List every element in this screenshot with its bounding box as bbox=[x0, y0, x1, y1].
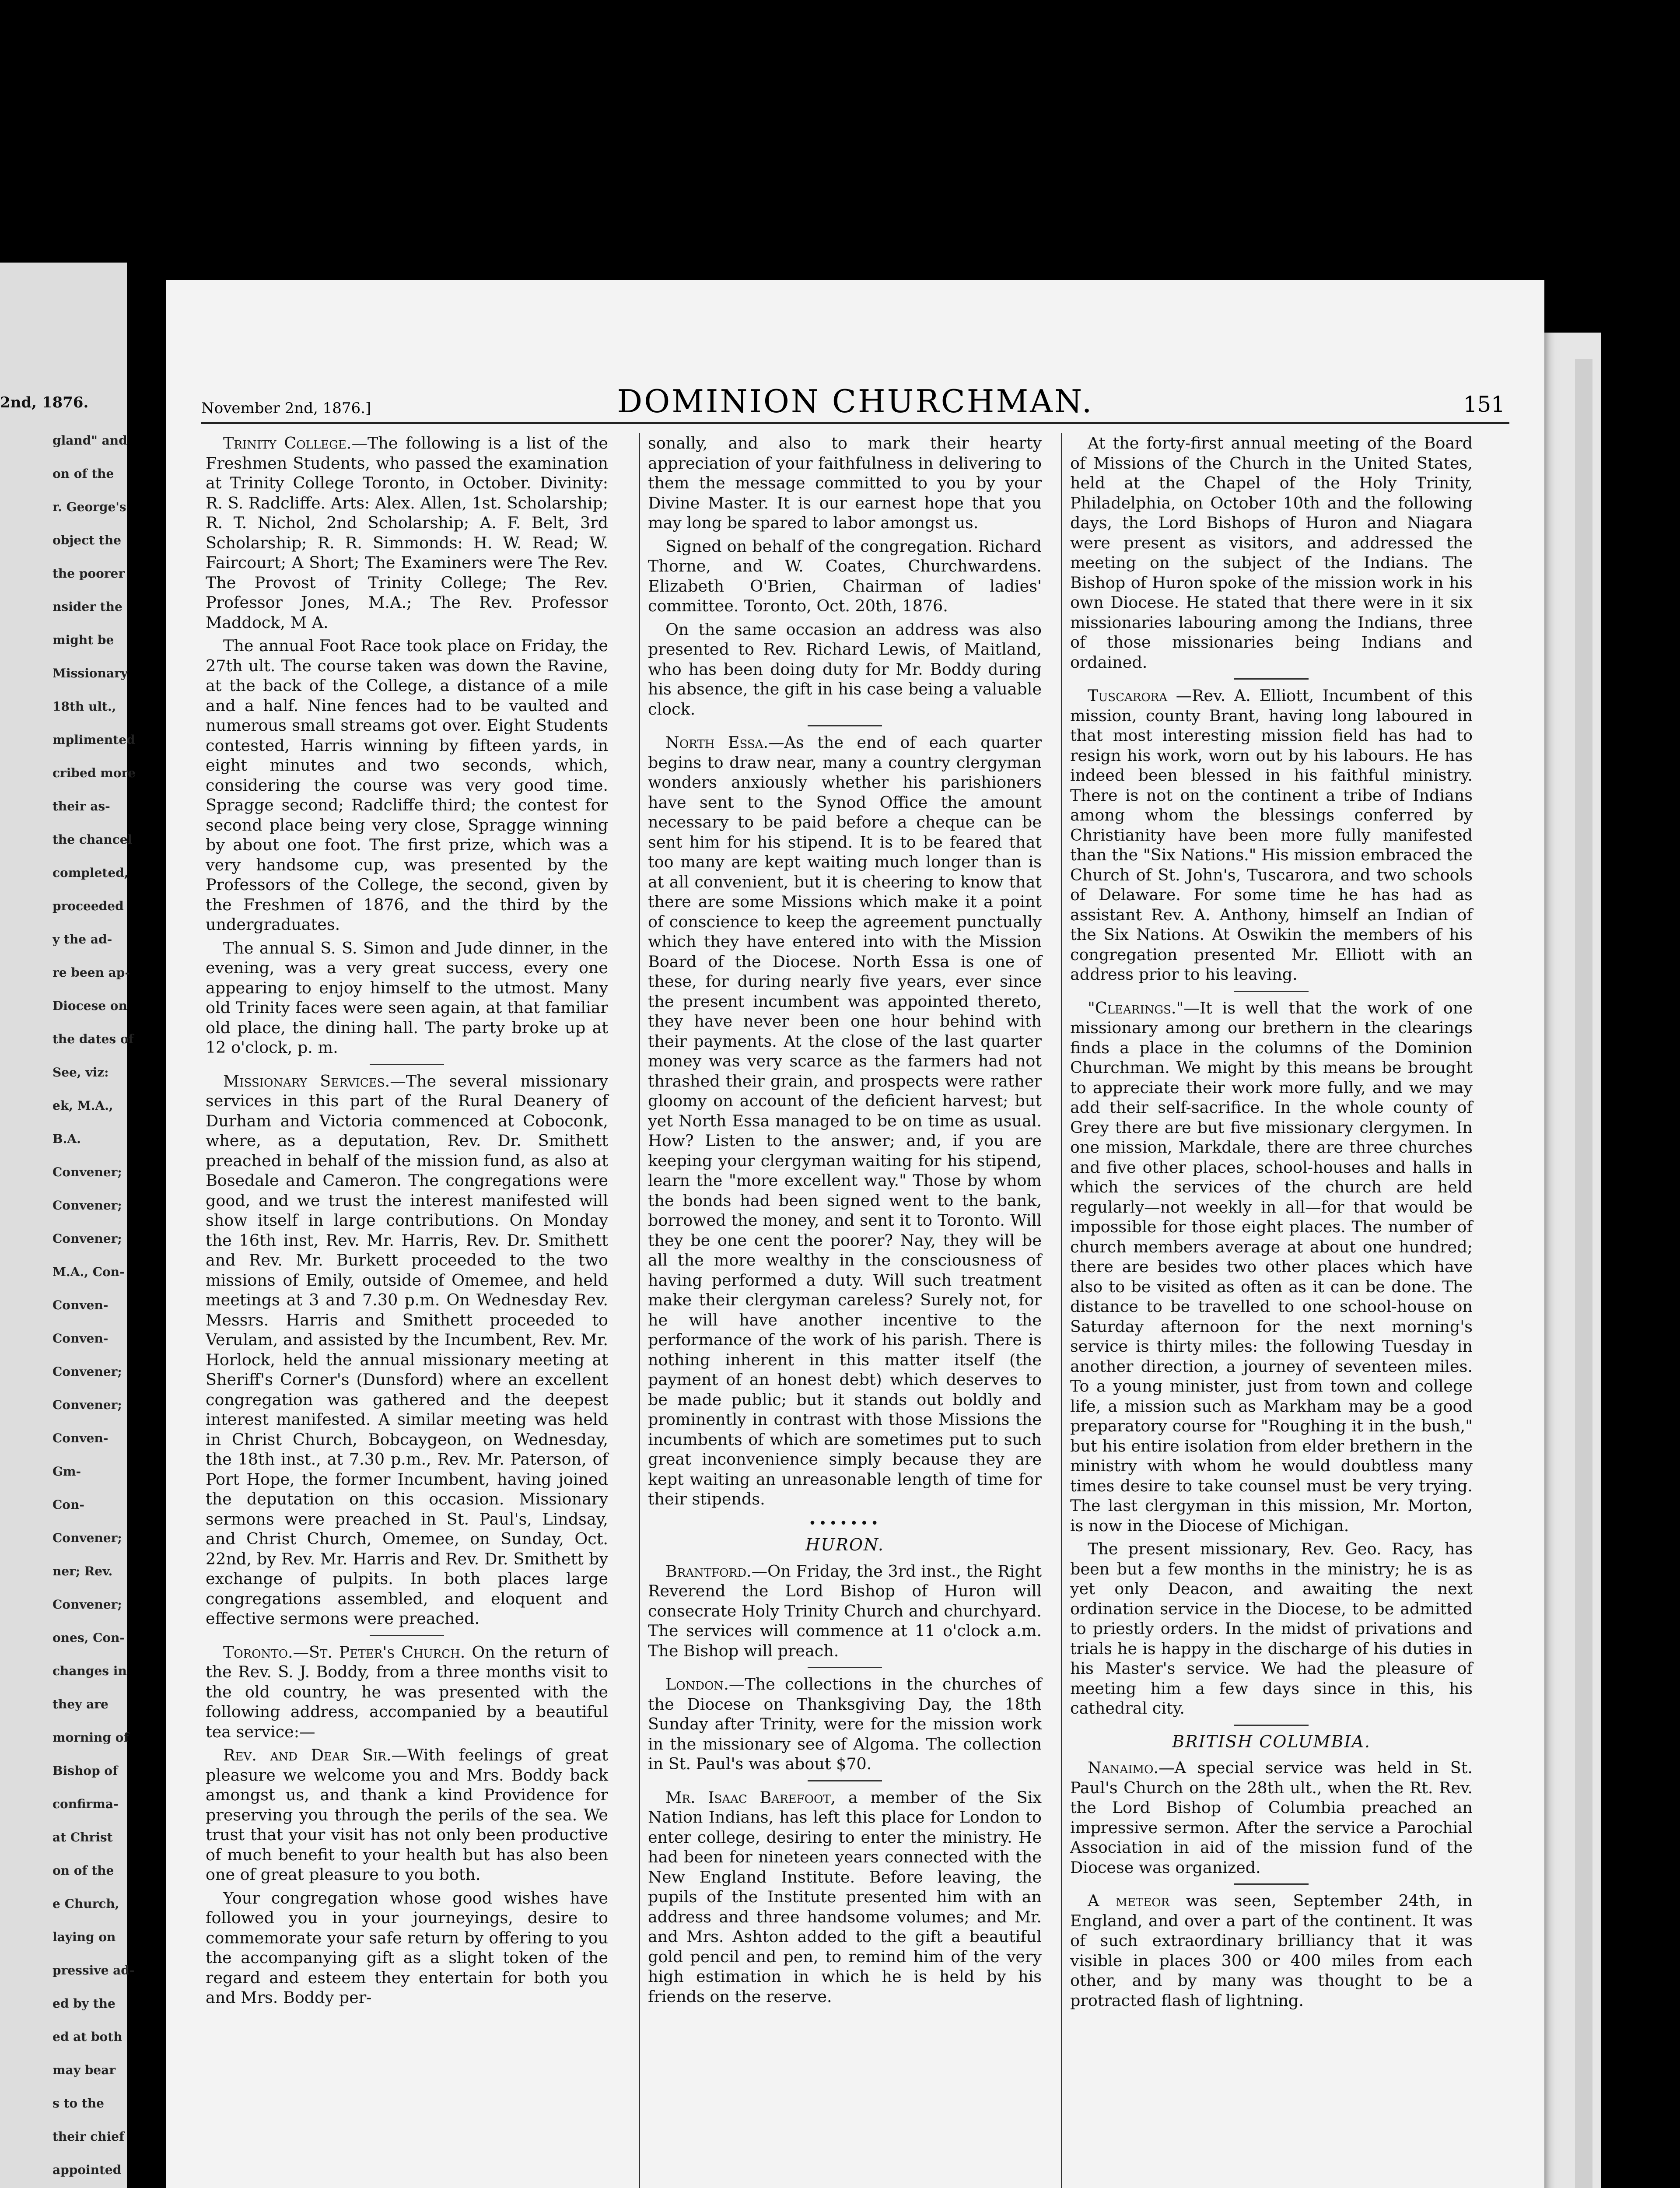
page-number: 151 bbox=[1463, 392, 1505, 417]
facing-page-text-fragment: their chief bbox=[52, 2129, 125, 2144]
paragraph: On the same occasion an address was also presented to Rev. Richard Lewis, of Maitland, who has been doing duty for Mr. Boddy during his absence, the gift in his case being a valuable clock. bbox=[648, 620, 1042, 719]
facing-page-text-fragment: might be bbox=[52, 633, 114, 647]
article-body: —The collections in the churches of the Diocese on Thanksgiving Day, the 18th Sunday after Trinity, were for the mission work in the missionary see of Algoma. The collection in St. Paul's was about $70. bbox=[648, 1675, 1042, 1773]
facing-page-text-fragment: the dates of bbox=[52, 1032, 134, 1046]
facing-page-text-fragment: appointed bbox=[52, 2163, 122, 2177]
facing-page-text-fragment: e Church, bbox=[52, 1897, 119, 1911]
article-meteor bbox=[1070, 1891, 1473, 2010]
article-body: —Rev. A. Elliott, Incumbent of this mission, county Brant, having long laboured in that most interesting mission field has had to resign his work, worn out by his labours. He has indeed been blessed in his faithful ministry. There is not on the continent a tribe of Indians among whom the blessings conferred by Christianity have been more fully manifested than the "Six Nations." His mission embraced the Church of St. John's, Tuscarora, and two schools of Delaware. For some time he has had as assistant Rev. A. Anthony, himself an Indian of the Six Nations. At Oswikin the members of his congregation presented Mr. Elliott with an address prior to his leaving. bbox=[1070, 686, 1473, 984]
divider bbox=[1234, 1725, 1309, 1726]
facing-page-text-fragment: the chancel bbox=[52, 832, 133, 847]
facing-page-text-fragment: Diocese on bbox=[52, 999, 127, 1013]
article-body: —A special service was held in St. Paul's Church on the 28th ult., when the Rt. Rev. the Lord Bishop of Columbia preached an impressive sermon. After the service a Parochial Association in aid of the mission fund of the Diocese was organized. bbox=[1070, 1758, 1473, 1877]
issue-date: November 2nd, 1876.] bbox=[201, 400, 371, 417]
paragraph: Signed on behalf of the congregation. Richard Thorne, and W. Coates, Churchwardens. Elizabeth O'Brien, Chairman of ladies' committee. Toronto, Oct. 20th, 1876. bbox=[648, 536, 1042, 615]
divider bbox=[1234, 991, 1309, 992]
facing-page-text-fragment: Conven- bbox=[52, 1298, 108, 1312]
facing-page-text-fragment: Convener; bbox=[52, 1398, 122, 1412]
facing-page-text-fragment: completed, bbox=[52, 866, 129, 880]
article-lead: "Clearings." bbox=[1088, 998, 1184, 1017]
article-body: —The several missionary services in this part of the Rural Deanery of Durham and Victoria commenced at Coboconk, where, as a deputation, Rev. Dr. Smithett preached in behalf of the mission fund, as also at Bosedale and Cameron. The congregations were good, and we trust the interest manifested will show itself in large contributions. On Monday the 16th inst, Rev. Mr. Harris, Rev. Dr. Smithett and Rev. Mr. Burkett proceeded to the two missions of Emily, outside of Omemee, and held meetings at 3 and 7.30 p.m. On Wednesday Rev. Messrs. Harris and Smithett proceeded to Verulam, and assisted by the Incumbent, Rev. Mr. Horlock, held the annual missionary meeting at Sheriff's Corner's (Dunsford) where an excellent congregation was gathered and the deepest interest manifested. A similar meeting was held in Christ Church, Bobcaygeon, on Wednesday, the 18th inst., at 7.30 p.m., Rev. Mr. Paterson, of Port Hope, the former Incumbent, having joined the deputation on this occasion. Missionary sermons were preached in St. Paul's, Lindsay, and Christ Church, Omemee, on Sunday, Oct. 22nd, by Rev. Mr. Harris and Rev. Dr. Smithett by exchange of pulpits. In both places large congregations assembled, and eloquent and effective sermons were preached. bbox=[206, 1071, 609, 1628]
article-lead: A meteor bbox=[1088, 1891, 1170, 1910]
facing-page-text-fragment: morning of bbox=[52, 1730, 129, 1745]
facing-page-text-fragment: Conven- bbox=[52, 1331, 108, 1346]
facing-page-header: 2nd, 1876. bbox=[0, 394, 89, 411]
article-st-peters bbox=[206, 1642, 608, 1742]
facing-page-text-fragment: object the bbox=[52, 533, 122, 547]
article-lead: Mr. Isaac Barefoot, bbox=[665, 1788, 836, 1807]
column-2 bbox=[639, 433, 1042, 2188]
facing-page-text-fragment: laying on bbox=[52, 1930, 116, 1944]
column-1 bbox=[206, 433, 608, 2188]
facing-page-text-fragment: their as- bbox=[52, 799, 110, 813]
divider bbox=[808, 725, 882, 726]
facing-page-text-fragment: proceeded bbox=[52, 899, 124, 913]
paragraph: The annual Foot Race took place on Friday, the 27th ult. The course taken was down the Ravine, at the back of the College, a distance of a mile and a half. Nine fences had to be vaulted and numerous small streams got over. Eight Students contested, Harris winning by fifteen yards, in eight minutes and two seconds, which, considering the course was very good time. Spragge second; Radcliffe third; the contest for second place being very close, Spragge winning by about one foot. The first prize, which was a very handsome cup, was presented by the Professors of the College, the second, given by the Freshmen of 1876, and the third by the undergraduates. bbox=[206, 636, 608, 934]
facing-page-text-fragment: r. George's bbox=[52, 500, 126, 514]
paragraph: Your congregation whose good wishes have followed you in your journeyings, desire to commemorate your safe return by offering to you the accompanying gift as a slight token of the regard and esteem they entertain for both you and Mrs. Boddy per- bbox=[206, 1888, 608, 2007]
page-edge-shadow bbox=[1575, 359, 1592, 2188]
divider bbox=[808, 1667, 882, 1668]
article-clearings bbox=[1070, 998, 1473, 1536]
facing-page-text-fragment: on of the bbox=[52, 1863, 114, 1878]
article-london bbox=[648, 1674, 1042, 1774]
facing-page-text-fragment: ed at both bbox=[52, 2030, 122, 2044]
article-missionary-services bbox=[206, 1071, 608, 1629]
facing-page-text-fragment: Missionary bbox=[52, 666, 128, 680]
facing-page-text-fragment: ones, Con- bbox=[52, 1630, 125, 1645]
facing-page-text-fragment: Convener; bbox=[52, 1597, 122, 1612]
facing-page-text-fragment: See, viz: bbox=[52, 1065, 109, 1080]
article-brantford bbox=[648, 1561, 1042, 1661]
facing-page-text-fragment: s to the bbox=[52, 2096, 104, 2111]
address-paragraph bbox=[206, 1745, 608, 1885]
article-body: was seen, September 24th, in England, and over a part of the continent. It was of such extraordinary brilliancy that it was visible in places 300 or 400 miles from each other, and by many was thought to be a protracted flash of lightning. bbox=[1070, 1891, 1473, 2010]
facing-page-text-fragment: Convener; bbox=[52, 1165, 122, 1179]
facing-page-text-fragment: 18th ult., bbox=[52, 699, 116, 714]
facing-page-text-fragment: may bear bbox=[52, 2063, 116, 2077]
facing-page-text-fragment: M.A., Con- bbox=[52, 1265, 125, 1279]
article-lead: Toronto.—St. Peter's Church. bbox=[223, 1642, 466, 1662]
article-nanaimo bbox=[1070, 1758, 1473, 1877]
article-lead: Nanaimo. bbox=[1088, 1758, 1159, 1777]
article-body: —As the end of each quarter begins to draw near, many a country clergyman wonders anxiously whether his parishioners have sent to the Synod Office the amount necessary to be paid before a cheque can be sent him for his stipend. It is to be feared that too many are kept waiting much longer than is at all convenient, but it is cheering to know that there are some Missions which make it a point of conscience to keep the agreement punctually which they have entered into with the Mission Board of the Diocese. North Essa is one of these, for during nearly five years, ever since the present incumbent was appointed thereto, they have never been one hour behind with their payments. At the close of the last quarter money was very scarce as the farmers had not thrashed their grain, and prospects were rather gloomy on account of the deficient harvest; but yet North Essa managed to be on time as usual. How? Listen to the answer; and, if you are keeping your clergyman waiting for his stipend, learn the "more excellent way." Those by whom the bonds had been signed went to the bank, borrowed the money, and sent it to Toronto. Will they be one cent the poorer? Nay, they will be all the more wealthy in the consciousness of having performed a duty. Will such treatment make their clergyman careless? Surely not, for he will have another incentive to the performance of the work of his parish. There is nothing inherent in this matter itself (the payment of an honest debt) which deserves to be made public; but it stands out boldly and prominently in contrast with those Missions the incumbents of which are sometimes put to such great inconvenience simply because they are kept waiting an unreasonable length of time for their stipends. bbox=[648, 733, 1042, 1508]
facing-page-text-fragment: changes in bbox=[52, 1664, 127, 1678]
paragraph: The present missionary, Rev. Geo. Racy, has been but a few months in the ministry; he is as yet only Deacon, and awaiting the next ordination service in the Diocese, to be admitted to priestly orders. In the midst of privations and trials he is happy in the discharge of his duties in his Master's service. We had the pleasure of meeting him a few days since in this, his cathedral city. bbox=[1070, 1539, 1473, 1718]
article-lead: North Essa. bbox=[665, 733, 769, 752]
facing-page-text-fragment: Conven- bbox=[52, 1431, 108, 1445]
facing-page-text-fragment: Bishop of bbox=[52, 1764, 118, 1778]
article-tuscarora bbox=[1070, 686, 1473, 985]
divider bbox=[370, 1635, 444, 1636]
article-body: a member of the Six Nation Indians, has left this place for London to enter college, desiring to enter the ministry. He had been for nineteen years connected with the New England Institute. Before leaving, the pupils of the Institute presented him with an address and three handsome volumes; and Mr. and Mrs. Ashton added to the gift a beautiful gold pencil and pen, to remind him of the very high estimation in which he is held by his friends on the reserve. bbox=[648, 1788, 1042, 2006]
article-lead: Brantford. bbox=[665, 1561, 752, 1581]
divider bbox=[1234, 678, 1309, 680]
facing-page-text-fragment: Convener; bbox=[52, 1531, 122, 1545]
divider bbox=[1234, 1883, 1309, 1885]
article-body: —It is well that the work of one missionary among our brethern in the clearings finds a place in the columns of the Dominion Churchman. We might by this means be brought to appreciate their work more fully, and we may add their self-sacrifice. In the whole county of Grey there are but five missionary clergymen. In one mission, Markdale, there are three churches and five other places, school-houses and halls in which the services of the church are held regularly—not weekly in all—for that would be impossible for those eight places. The number of church members average at about one hundred; there are besides two other places which have also to be visited as often as it can be done. The distance to be travelled to one school-house on Saturday afternoon for the next morning's service is thirty miles: the following Tuesday in another direction, a journey of seventeen miles. To a young minister, just from town and college life, a mission such as Markham may be a good preparatory course for "Roughing it in the bush," but his entire isolation from elder brethern in the ministry with whom he would doubtless many times desire to take counsel must be very trying. The last clergyman in this mission, Mr. Morton, is now in the Diocese of Michigan. bbox=[1070, 998, 1473, 1535]
article-north-essa bbox=[648, 733, 1042, 1509]
facing-page-text-fragment: on of the bbox=[52, 466, 114, 481]
facing-page-text-fragment: confirma- bbox=[52, 1797, 119, 1811]
facing-page-text-fragment: at Christ bbox=[52, 1830, 113, 1844]
facing-page-text-fragment: Convener; bbox=[52, 1231, 122, 1246]
article-lead: Rev. and Dear Sir. bbox=[223, 1746, 392, 1764]
article-body: —With feelings of great pleasure we welcome you and Mrs. Boddy back amongst us, and thank a kind Providence for preserving you through the perils of the sea. We trust that your visit has not only been productive of much benefit to your health but has also been one of great pleasure to you both. bbox=[206, 1746, 608, 1884]
facing-page-text-fragment: re been ap- bbox=[52, 965, 130, 980]
facing-page-text-fragment: they are bbox=[52, 1697, 108, 1711]
article-lead: London. bbox=[665, 1675, 729, 1694]
newspaper-page bbox=[166, 280, 1544, 2188]
divider bbox=[370, 1064, 444, 1065]
facing-page-text-fragment: Convener; bbox=[52, 1198, 122, 1213]
article-body: —On Friday, the 3rd inst., the Right Reverend the Lord Bishop of Huron will consecrate Holy Trinity Church and churchyard. The services will commence at 11 o'clock a.m. The Bishop will preach. bbox=[648, 1561, 1042, 1660]
facing-page-text-fragment: gland" and bbox=[52, 433, 127, 448]
article-trinity-college bbox=[206, 433, 608, 632]
article-body: —The following is a list of the Freshmen Students, who passed the examination at Trinity College Toronto, in October. Divinity: R. S. Radcliffe. Arts: Alex. Allen, 1st. Scholarship; R. T. Nichol, 2nd Scholarship; A. F. Belt, 3rd Scholarship; R. R. Simmonds: H. W. Read; W. Faircourt; A Short; The Examiners were The Rev. The Provost of Trinity College; The Rev. Professor Jones, M.A.; The Rev. Professor Maddock, M A. bbox=[206, 434, 608, 632]
article-lead: Missionary Services. bbox=[223, 1071, 390, 1090]
facing-page-text-fragment: cribed more bbox=[52, 766, 136, 780]
ornament: ••••••• bbox=[808, 1515, 881, 1531]
facing-page-text-fragment: pressive ad- bbox=[52, 1963, 135, 1978]
facing-page-text-fragment: the poorer bbox=[52, 566, 125, 581]
facing-page-text-fragment: Convener; bbox=[52, 1364, 122, 1379]
column-3 bbox=[1061, 433, 1473, 2188]
facing-page-text-fragment: ed by the bbox=[52, 1996, 116, 2011]
facing-page-text-fragment: nsider the bbox=[52, 600, 122, 614]
facing-page-fragment bbox=[0, 263, 136, 2188]
article-barefoot bbox=[648, 1788, 1042, 2007]
facing-page-text-fragment: ek, M.A., bbox=[52, 1098, 113, 1113]
article-lead: Trinity College. bbox=[223, 434, 352, 452]
facing-page-text-fragment: mplimented bbox=[52, 733, 135, 747]
facing-page-text-fragment: Con- bbox=[52, 1497, 84, 1512]
facing-page-text-fragment: Gm- bbox=[52, 1464, 81, 1479]
masthead-title: DOMINION CHURCHMAN. bbox=[617, 383, 1094, 420]
article-body: On the return of the Rev. S. J. Boddy, from a three months visit to the old country, he was presented with the following address, accompanied by a beautiful tea service:— bbox=[206, 1642, 608, 1741]
section-heading-huron: HURON. bbox=[805, 1535, 884, 1554]
section-heading-british-columbia: BRITISH COLUMBIA. bbox=[1172, 1732, 1371, 1751]
facing-page-text-fragment: y the ad- bbox=[52, 932, 112, 947]
page-header bbox=[201, 383, 1509, 424]
divider bbox=[808, 1780, 882, 1781]
facing-page-text-fragment: B.A. bbox=[52, 1132, 81, 1146]
paragraph: At the forty-first annual meeting of the Board of Missions of the Church in the United States, held at the Chapel of the Holy Trinity, Philadelphia, on October 10th and the following days, the Lord Bishops of Huron and Niagara were present as visitors, and addressed the meeting on the subject of the Indians. The Bishop of Huron spoke of the mission work in his own Diocese. He stated that there were in it six missionaries labouring among the Indians, three of those missionaries being Indians and ordained. bbox=[1070, 434, 1473, 672]
facing-page-text-fragment: ner; Rev. bbox=[52, 1564, 113, 1578]
article-lead: Tuscarora bbox=[1088, 686, 1167, 705]
paragraph: sonally, and also to mark their hearty appreciation of your faithfulness in delivering to them the message committed to you by your Divine Master. It is our earnest hope that you may long be spared to labor amongst us. bbox=[648, 434, 1042, 532]
paragraph: The annual S. S. Simon and Jude dinner, in the evening, was a very great success, every one appearing to enjoy himself to the utmost. Many old Trinity faces were seen again, at that familiar old place, the dining hall. The party broke up at 12 o'clock, p. m. bbox=[206, 938, 608, 1057]
page-edge bbox=[1544, 333, 1601, 2188]
